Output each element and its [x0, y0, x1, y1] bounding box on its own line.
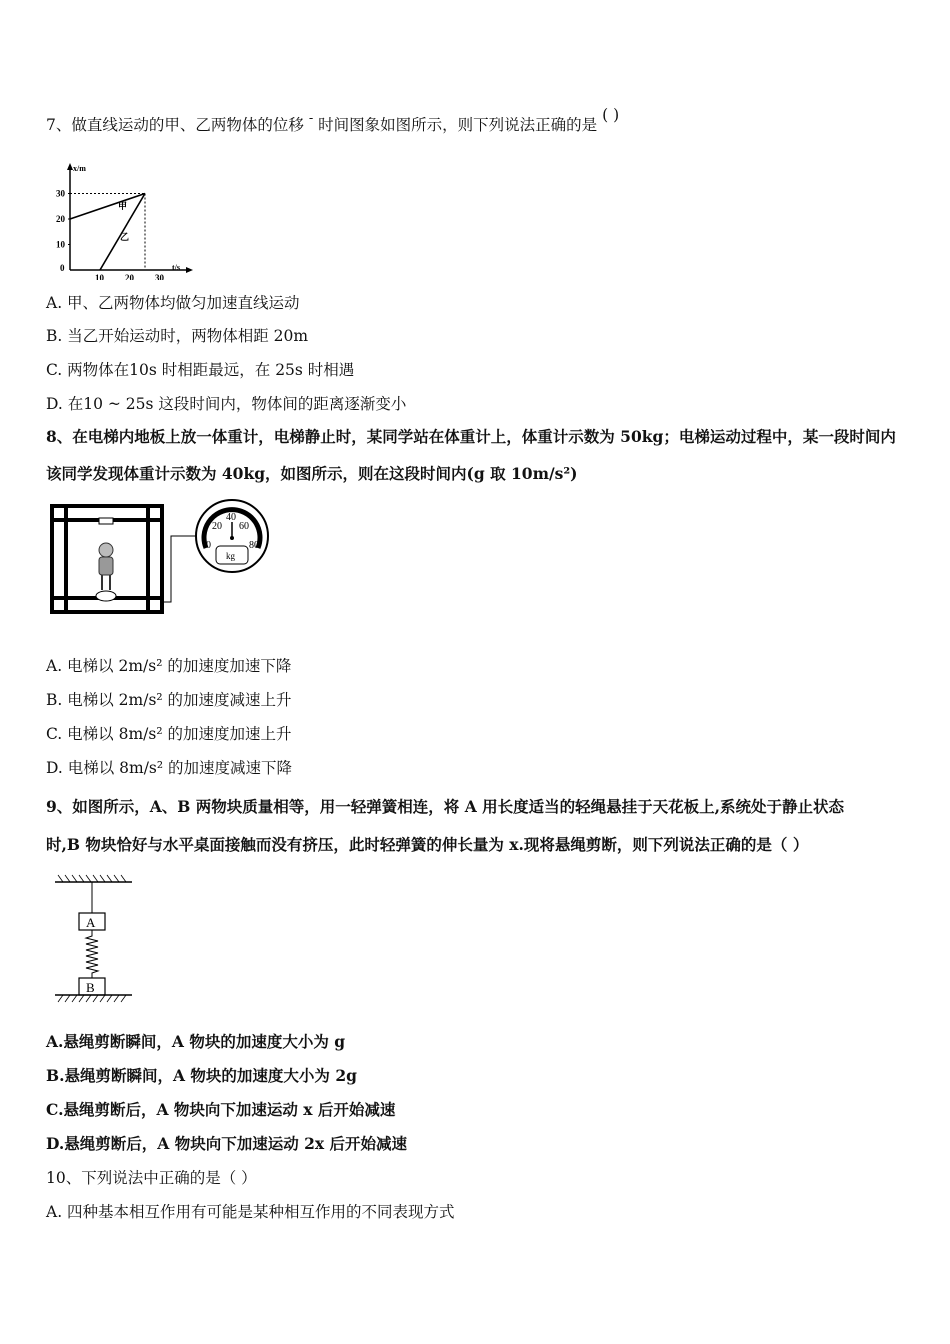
series-label-jia: 甲 [118, 201, 128, 211]
q9-stem-line2: 时,B 物块恰好与水平桌面接触而没有挤压，此时轻弹簧的伸长量为 x.现将悬绳剪断，则下列说法正确的是（ ） [46, 835, 809, 854]
q7-ticks [56, 189, 165, 281]
q9-option-d: D.悬绳剪断后，A 物块向下加速运动 2x 后开始减速 [46, 1134, 408, 1153]
q7-paren: ( ) [602, 106, 620, 124]
x-tick-label: 30 [155, 273, 164, 280]
q7-series [70, 194, 145, 271]
q8-option-b: B. 电梯以 2m/s² 的加速度减速上升 [46, 691, 292, 709]
series-line-jia [70, 194, 145, 220]
block-b-label: B [86, 980, 95, 995]
table-hatch [58, 995, 126, 1002]
dial-label-20: 20 [212, 521, 222, 532]
x-axis-label: t/s [172, 263, 180, 272]
y-tick-label: 20 [56, 214, 65, 224]
connector-wire [162, 536, 198, 602]
y-axis-label: x/m [73, 164, 86, 173]
q8-stem-line1: 8、在电梯内地板上放一体重计，电梯静止时，某同学站在体重计上，体重计示数为 50kg；电梯运动过程中，某一段时间内 [46, 427, 896, 446]
dial-label-0: 0 [206, 540, 211, 551]
q7-option-d: D. 在10 ~ 25s 这段时间内，物体间的距离逐渐变小 [46, 395, 407, 413]
origin-label: 0 [60, 263, 65, 273]
dial-label-80: 80 [249, 540, 259, 551]
q7-stem-b: 时间图象如图所示，则下列说法正确的是 [318, 116, 598, 134]
q7-stem [46, 106, 620, 137]
q8-option-c: C. 电梯以 8m/s² 的加速度加速上升 [46, 725, 292, 743]
q7-stem-a: 7、做直线运动的甲、乙两物体的位移 [46, 116, 304, 134]
dial-unit: kg [226, 551, 235, 561]
q9-option-b: B.悬绳剪断瞬间，A 物块的加速度大小为 2g [46, 1066, 357, 1085]
series-label-yi: 乙 [120, 232, 130, 242]
x-axis-arrow [186, 267, 193, 273]
q7-xt-graph [50, 160, 200, 280]
q8-option-d: D. 电梯以 8m/s² 的加速度减速下降 [46, 759, 293, 777]
dial-label-60: 60 [239, 521, 249, 532]
q8-option-a: A. 电梯以 2m/s² 的加速度加速下降 [46, 657, 292, 675]
q10-stem: 10、下列说法中正确的是（ ） [46, 1169, 257, 1187]
q7-option-a: A. 甲、乙两物体均做匀加速直线运动 [46, 294, 300, 312]
q9-option-c: C.悬绳剪断后，A 物块向下加速运动 x 后开始减速 [46, 1100, 396, 1119]
ceiling-hatch [58, 875, 126, 882]
q9-option-a: A.悬绳剪断瞬间，A 物块的加速度大小为 g [46, 1032, 346, 1051]
x-tick-label: 10 [95, 273, 104, 280]
spring [86, 930, 98, 978]
q9-spring-figure [50, 872, 140, 1007]
block-a-label: A [86, 915, 96, 930]
q7-option-c: C. 两物体在10s 时相距最远，在 25s 时相遇 [46, 361, 355, 379]
q7-option-b: B. 当乙开始运动时，两物体相距 20m [46, 327, 309, 345]
x-tick-label: 20 [125, 273, 134, 280]
q8-stem-line2: 该同学发现体重计示数为 40kg，如图所示，则在这段时间内(g 取 10m/s²) [46, 464, 578, 483]
q10-option-a: A. 四种基本相互作用有可能是某种相互作用的不同表现方式 [46, 1203, 455, 1221]
dial-pivot [230, 536, 234, 540]
dial-label-40: 40 [226, 512, 236, 523]
ceiling-light [99, 518, 113, 524]
q7-stem-dash: - [308, 111, 314, 126]
q8-elevator-figure [46, 498, 276, 623]
q9-stem-line1: 9、如图所示，A、B 两物块质量相等，用一轻弹簧相连，将 A 用长度适当的轻绳悬挂于天花板上,系统处于静止状态 [46, 797, 845, 816]
y-tick-label: 30 [56, 188, 65, 199]
y-tick-label: 10 [56, 239, 65, 250]
bathroom-scale [96, 591, 116, 601]
student-figure [99, 543, 113, 590]
